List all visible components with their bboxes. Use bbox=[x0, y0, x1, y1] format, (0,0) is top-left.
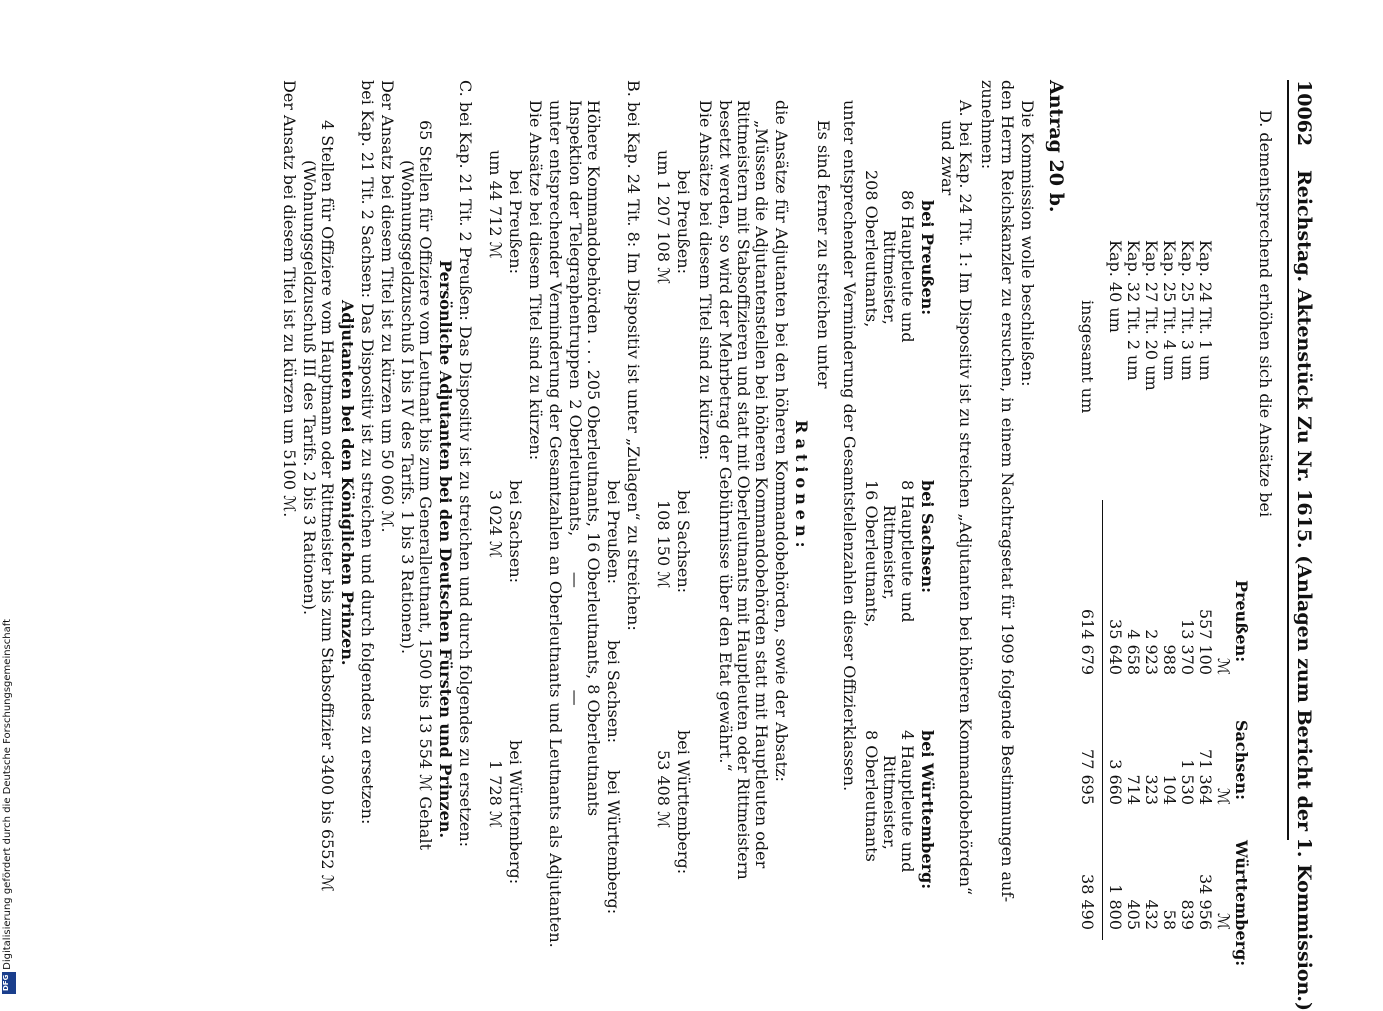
section-b-line-2: Höhere Kommandobehörden . . . 205 Oberleutnants, 16 Oberleutnants, 8 Oberleutnants bbox=[584, 100, 603, 817]
section-b-line-3: Inspektion der Telegraphentruppen 2 Oberleutnants, — — bbox=[566, 100, 585, 706]
total-sachsen: 77 695 bbox=[1078, 749, 1097, 805]
antrag-intro-2: den Herrn Reichskanzler zu ersuchen, in einem Nachtragsetat für 1909 folgende Bestimmungen auf- bbox=[998, 80, 1017, 903]
page-title: Reichstag. Aktenstück Zu Nr. 1615. (Anlagen zum Bericht der 1. Kommission.) bbox=[1293, 170, 1315, 1011]
currency-preussen: ℳ bbox=[1214, 657, 1233, 675]
b-value-wuerttemberg: 1 728 ℳ bbox=[486, 760, 505, 828]
section-c-line-3: 65 Stellen für Offiziere vom Leutnant bis zum Generalleutnant, 1500 bis 13 554 ℳ Gehalt bbox=[416, 120, 435, 851]
header-rule bbox=[1287, 80, 1289, 840]
total-wuerttemberg: 38 490 bbox=[1078, 874, 1097, 930]
a-col-preussen: bei Preußen: bbox=[918, 200, 937, 316]
row-label: Kap. 32 Tit. 2 um bbox=[1124, 240, 1143, 381]
a-col-wuerttemberg: bei Württemberg: bbox=[918, 730, 937, 890]
rationen-heading: Rationen: bbox=[792, 420, 811, 553]
rationen-line-4: besetzt werden, so wird der Mehrbetrag der Gebührnisse über den Etat gewährt.“ bbox=[716, 100, 735, 772]
section-b-line-5: Die Ansätze bei diesem Titel sind zu kürzen: bbox=[526, 100, 545, 461]
section-c-line-8: 4 Stellen für Offiziere vom Hauptmann oder Rittmeister bis zum Stabsoffizier 3400 bis 6552 ℳ bbox=[318, 120, 337, 892]
cell-sachsen: 104 bbox=[1160, 774, 1179, 805]
r-label-preussen: bei Preußen: bbox=[674, 170, 693, 274]
b-value-sachsen: 3 024 ℳ bbox=[486, 490, 505, 558]
section-c-line-4: (Wohnungsgeldzuschuß I bis IV des Tarifs. 1 bis 3 Rationen). bbox=[398, 160, 417, 655]
row-label: Kap. 40 um bbox=[1106, 240, 1125, 333]
rationen-line-3: Rittmeistern mit Stabsoffizieren und statt mit Oberleutnants mit Hauptleuten oder Rittmeistern bbox=[734, 100, 753, 880]
cell-preussen: 4 658 bbox=[1124, 629, 1143, 675]
rationen-line-1: die Ansätze für Adjutanten bei den höheren Kommandobehörden, sowie der Absatz: bbox=[772, 100, 791, 782]
section-b-line-1: B. bei Kap. 24 Tit. 8: Im Dispositiv ist unter „Zulagen“ zu streichen: bbox=[624, 80, 643, 631]
digitization-credit: Digitalisierung gefördert durch die Deutsche Forschungsgemeinschaft bbox=[2, 619, 13, 970]
cell-preussen: 2 923 bbox=[1142, 629, 1161, 675]
cell-sachsen: 3 660 bbox=[1106, 759, 1125, 805]
r-value-sachsen: 108 150 ℳ bbox=[654, 500, 673, 589]
a-sachsen-2: Rittmeister, bbox=[880, 505, 899, 600]
column-header-sachsen: Sachsen: bbox=[1232, 720, 1251, 801]
r-label-wuerttemberg: bei Württemberg: bbox=[674, 730, 693, 875]
a-sachsen-3: 16 Oberleutnants, bbox=[862, 480, 881, 628]
a-wuerttemberg-3: 8 Oberleutnants bbox=[862, 730, 881, 862]
a-preussen-1: 86 Hauptleute und bbox=[898, 190, 917, 343]
column-header-wuerttemberg: Württemberg: bbox=[1232, 840, 1251, 967]
page-number: 10062 bbox=[1293, 80, 1315, 147]
currency-wuerttemberg: ℳ bbox=[1214, 912, 1233, 930]
section-c-line-5: Der Ansatz bei diesem Titel ist zu kürzen um 50 060 ℳ. bbox=[378, 80, 397, 533]
currency-sachsen: ℳ bbox=[1214, 787, 1233, 805]
section-a-line-3: unter entsprechender Verminderung der Gesamtstellenzahlen dieser Offizierklassen. bbox=[840, 100, 859, 792]
cell-wuerttemberg: 34 956 bbox=[1196, 874, 1215, 930]
cell-wuerttemberg: 1 800 bbox=[1106, 884, 1125, 930]
b-value-preussen: um 44 712 ℳ bbox=[486, 150, 505, 259]
section-c-line-9: (Wohnungsgeldzuschuß III des Tarifs. 2 bis 3 Rationen). bbox=[300, 160, 319, 616]
section-a-line-4: Es sind ferner zu streichen unter bbox=[814, 120, 833, 389]
a-wuerttemberg-2: Rittmeister, bbox=[880, 755, 899, 850]
r-label-sachsen: bei Sachsen: bbox=[674, 490, 693, 594]
row-label: Kap. 25 Tit. 3 um bbox=[1178, 240, 1197, 381]
column-header-preussen: Preußen: bbox=[1232, 580, 1251, 663]
section-a-line-2: und zwar bbox=[938, 120, 957, 196]
r-value-wuerttemberg: 53 408 ℳ bbox=[654, 750, 673, 829]
section-c-line-7: Adjutanten bei den Königlichen Prinzen. bbox=[338, 300, 357, 666]
cell-preussen: 988 bbox=[1160, 644, 1179, 675]
b-val-label-wuerttemberg: bei Württemberg: bbox=[506, 740, 525, 885]
rationen-line-5: Die Ansätze bei diesem Titel sind zu kürzen: bbox=[696, 100, 715, 461]
row-label: Kap. 27 Tit. 20 um bbox=[1142, 240, 1161, 391]
b-col-sachsen: bei Sachsen: bbox=[604, 640, 623, 744]
cell-preussen: 557 100 bbox=[1196, 608, 1215, 675]
a-preussen-2: Rittmeister, bbox=[880, 230, 899, 325]
section-c-line-6: bei Kap. 21 Tit. 2 Sachsen: Das Dispositiv ist zu streichen und durch folgendes zu ersetzen: bbox=[358, 80, 377, 825]
cell-preussen: 35 640 bbox=[1106, 619, 1125, 675]
b-col-wuerttemberg: bei Württemberg: bbox=[604, 770, 623, 915]
antrag-heading: Antrag 20 b. bbox=[1045, 80, 1067, 213]
row-label: Kap. 24 Tit. 1 um bbox=[1196, 240, 1215, 381]
cell-sachsen: 71 364 bbox=[1196, 749, 1215, 805]
cell-preussen: 13 370 bbox=[1178, 619, 1197, 675]
a-preussen-3: 208 Oberleutnants, bbox=[862, 170, 881, 328]
section-b-line-4: unter entsprechender Verminderung der Gesamtzahlen an Oberleutnants und Leutnants als Adjutanten. bbox=[546, 100, 565, 948]
cell-sachsen: 1 530 bbox=[1178, 759, 1197, 805]
cell-sachsen: 323 bbox=[1142, 774, 1161, 805]
section-a-line-1: A. bei Kap. 24 Tit. 1: Im Dispositiv ist zu streichen „Adjutanten bei höheren Kommandobehörden“ bbox=[956, 100, 975, 896]
dfg-logo: DFG bbox=[2, 972, 16, 994]
total-rule bbox=[1102, 500, 1103, 940]
a-sachsen-1: 8 Hauptleute und bbox=[898, 480, 917, 623]
section-c-line-1: C. bei Kap. 21 Tit. 2 Preußen: Das Dispositiv ist zu streichen und durch folgendes zu ersetzen: bbox=[456, 80, 475, 848]
cell-sachsen: 714 bbox=[1124, 774, 1143, 805]
a-wuerttemberg-1: 4 Hauptleute und bbox=[898, 730, 917, 873]
rationen-line-2: „Müssen die Adjutantenstellen bei höheren Kommandobehörden statt mit Hauptleuten oder bbox=[752, 120, 771, 869]
cell-wuerttemberg: 839 bbox=[1178, 899, 1197, 930]
total-label: insgesamt um bbox=[1078, 300, 1097, 414]
cell-wuerttemberg: 432 bbox=[1142, 899, 1161, 930]
cell-wuerttemberg: 58 bbox=[1160, 909, 1179, 930]
a-col-sachsen: bei Sachsen: bbox=[918, 480, 937, 594]
total-preussen: 614 679 bbox=[1078, 608, 1097, 675]
b-col-preussen: bei Preußen: bbox=[604, 480, 623, 584]
r-value-preussen: um 1 207 108 ℳ bbox=[654, 150, 673, 285]
antrag-intro-3: zunehmen: bbox=[978, 80, 997, 170]
section-c-line-2: Persönliche Adjutanten bei den Deutschen Fürsten und Prinzen. bbox=[436, 260, 455, 839]
b-val-label-preussen: bei Preußen: bbox=[506, 170, 525, 274]
section-d-intro: D. dementsprechend erhöhen sich die Ansätze bei bbox=[1256, 110, 1275, 518]
b-val-label-sachsen: bei Sachsen: bbox=[506, 480, 525, 584]
cell-wuerttemberg: 405 bbox=[1124, 899, 1143, 930]
row-label: Kap. 25 Tit. 4 um bbox=[1160, 240, 1179, 381]
antrag-intro-1: Die Kommission wolle beschließen: bbox=[1018, 100, 1037, 387]
section-c-line-10: Der Ansatz bei diesem Titel ist zu kürzen um 5100 ℳ. bbox=[280, 80, 299, 518]
